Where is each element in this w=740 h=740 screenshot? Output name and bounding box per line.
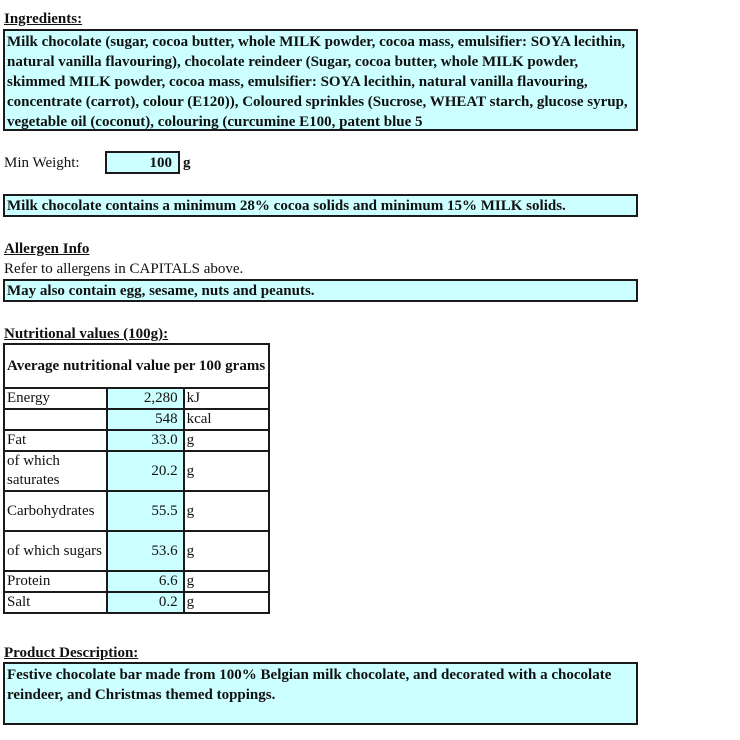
nutrient-label — [4, 409, 107, 430]
nutrition-table — [3, 343, 270, 614]
table-row — [4, 451, 269, 491]
nutrient-label: of which saturates — [4, 451, 107, 491]
table-row — [4, 430, 269, 451]
nutrient-value: 2,280 — [107, 388, 184, 409]
nutrient-unit: g — [184, 571, 269, 592]
allergen-note: Refer to allergens in CAPITALS above. — [4, 261, 244, 277]
nutrient-value: 53.6 — [107, 531, 184, 571]
nutrient-label: Energy — [4, 388, 107, 409]
nutrient-label: of which sugars — [4, 531, 107, 571]
nutrient-unit: g — [184, 592, 269, 613]
ingredients-text: Milk chocolate (sugar, cocoa butter, whole MILK powder, cocoa mass, emulsifier: SOYA lecithin, natural vanilla flavouring), chocolate reindeer (Sugar, cocoa butter, whole MILK powder, skimmed MILK powder, cocoa mass, emulsifier: SOYA lecithin, natural vanilla flavouring, concentrate (carrot), colour (E120)), Coloured sprinkles (Sucrose, WHEAT starch, glucose syrup, vegetable oil (coconut), colouring (curcumine E100, patent blue 5 — [3, 29, 638, 131]
table-row — [4, 531, 269, 571]
nutrition-heading: Nutritional values (100g): — [4, 326, 169, 342]
table-row — [4, 409, 269, 430]
nutrient-value: 33.0 — [107, 430, 184, 451]
table-row — [4, 388, 269, 409]
nutrient-value: 20.2 — [107, 451, 184, 491]
nutrient-unit: kcal — [184, 409, 269, 430]
nutrient-label: Salt — [4, 592, 107, 613]
nutrient-unit: g — [184, 430, 269, 451]
nutrient-value: 55.5 — [107, 491, 184, 531]
description-text: Festive chocolate bar made from 100% Belgian milk chocolate, and decorated with a chocolate reindeer, and Christmas themed toppings. — [3, 662, 638, 725]
nutrient-unit: g — [184, 531, 269, 571]
ingredients-heading: Ingredients: — [4, 11, 83, 27]
min-weight-label: Min Weight: — [4, 155, 80, 171]
min-weight-unit: g — [183, 155, 191, 171]
cocoa-statement: Milk chocolate contains a minimum 28% cocoa solids and minimum 15% MILK solids. — [3, 194, 638, 217]
table-row — [4, 592, 269, 613]
nutrient-value: 548 — [107, 409, 184, 430]
nutrient-unit: kJ — [184, 388, 269, 409]
nutrient-value: 6.6 — [107, 571, 184, 592]
allergen-heading: Allergen Info — [4, 241, 90, 257]
nutrient-value: 0.2 — [107, 592, 184, 613]
allergen-may-contain: May also contain egg, sesame, nuts and peanuts. — [3, 279, 638, 302]
min-weight-value: 100 — [105, 151, 180, 174]
description-heading: Product Description: — [4, 645, 139, 661]
nutrition-table-header: Average nutritional value per 100 grams — [4, 344, 269, 388]
nutrient-unit: g — [184, 491, 269, 531]
table-row — [4, 491, 269, 531]
nutrient-label: Protein — [4, 571, 107, 592]
table-row — [4, 571, 269, 592]
nutrient-unit: g — [184, 451, 269, 491]
nutrition-table-header-row — [4, 344, 269, 388]
nutrient-label: Carbohydrates — [4, 491, 107, 531]
nutrient-label: Fat — [4, 430, 107, 451]
